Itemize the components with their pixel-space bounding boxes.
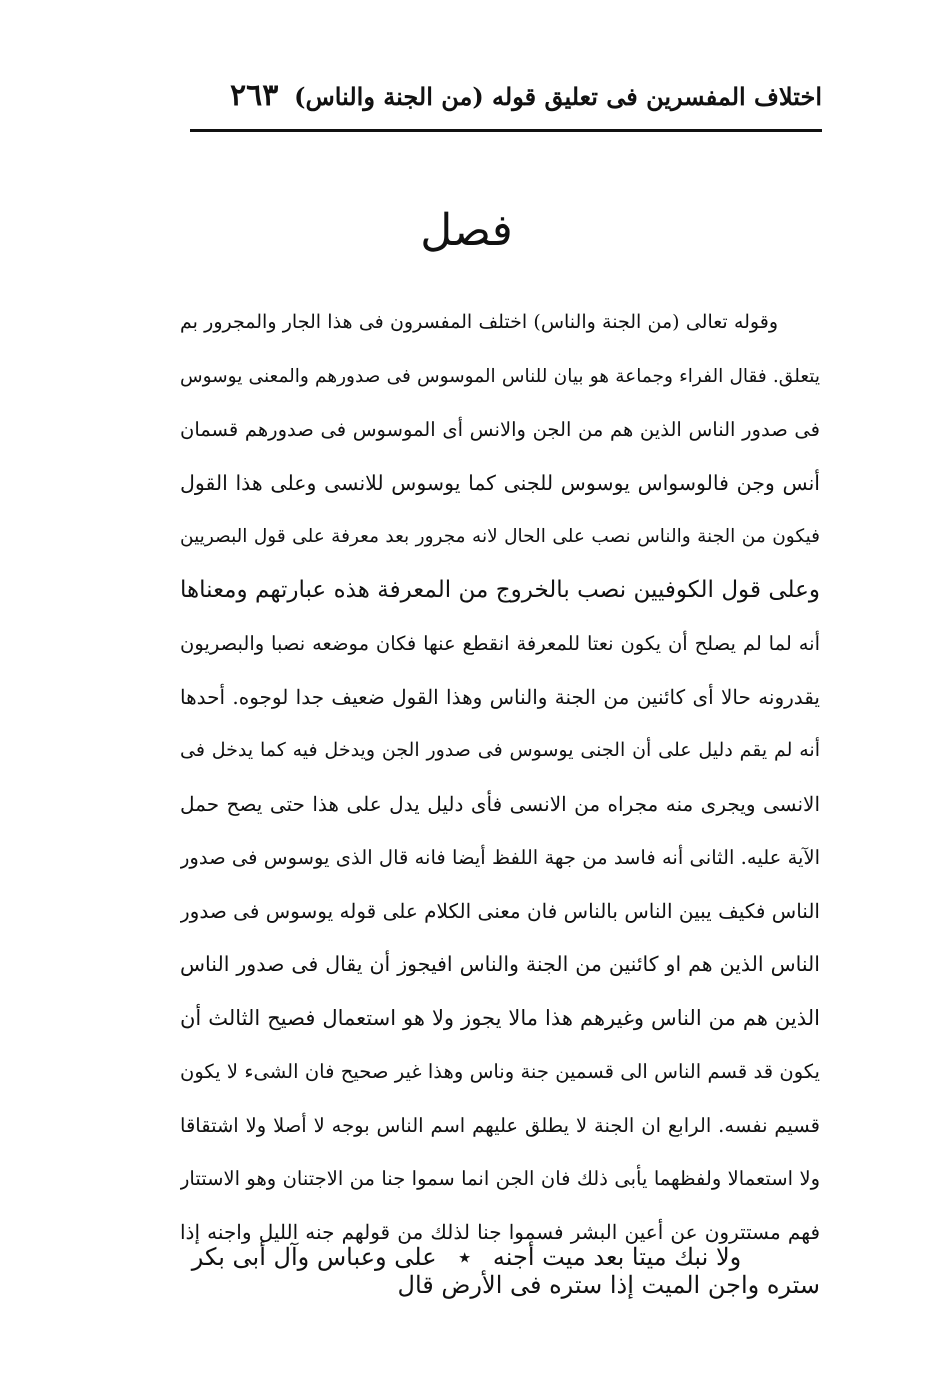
text-line: قسيم نفسه. الرابع ان الجنة لا يطلق عليهم اسم الناس بوجه لا أصلا ولا اشتقاقا [180, 1113, 820, 1137]
text-line: الذين هم من الناس وغيرهم هذا مالا يجوز ولا هو استعمال فصيح الثالث أن [180, 1005, 820, 1030]
running-header [190, 78, 822, 120]
text-line: أنه لما لم يصلح أن يكون نعتا للمعرفة انقطع عنها فكان موضعه نصبا والبصريون [180, 632, 820, 655]
text-line: يكون قد قسم الناس الى قسمين جنة وناس وهذا غير صحيح فان الشىء لا يكون [180, 1060, 820, 1083]
text-line: ولا استعمالا ولفظهما يأبى ذلك فان الجن انما سموا جنا من الاجتنان وهو الاستتار [180, 1167, 820, 1190]
text-line: فهم مستترون عن أعين البشر فسموا جنا لذلك من قولهم جنه الليل واجنه إذا [180, 1219, 820, 1244]
text-line: الانسى ويجرى منه مجراه من الانسى فأى دليل يدل على هذا حتى يصح حمل [180, 791, 820, 816]
text-line: أنه لم يقم دليل على أن الجنى يوسوس فى صدور الجن ويدخل فيه كما يدخل فى [180, 739, 820, 761]
text-line: فى صدور الناس الذين هم من الجن والانس أى الموسوس فى صدورهم قسمان [180, 418, 820, 441]
text-line: يتعلق. فقال الفراء وجماعة هو بيان للناس الموسوس فى صدورهم والمعنى يوسوس [180, 365, 820, 387]
text-line: الآية عليه. الثانى أنه فاسد من جهة اللفظ أيضا فانه قال الذى يوسوس فى صدور [180, 846, 820, 869]
page-number: ٢٦٣ [230, 78, 279, 113]
body-text [180, 296, 820, 1313]
text-line: وقوله تعالى (من الجنة والناس) اختلف المفسرون فى هذا الجار والمجرور بم [180, 311, 778, 333]
section-heading: فصل [420, 205, 513, 256]
verse-separator: ٭ [458, 1243, 472, 1271]
verse-first-hemistich: ولا نبك ميتا بعد ميت أجنه [492, 1243, 742, 1271]
verse-second-hemistich: على وعباس وآل أبى بكر [191, 1243, 437, 1271]
running-header-title: اختلاف المفسرين فى تعليق قوله (من الجنة والناس) [294, 82, 822, 111]
text-line: أنس وجن فالوسواس يوسوس للجنى كما يوسوس للانسى وعلى هذا القول [180, 470, 820, 495]
text-line: وعلى قول الكوفيين نصب بالخروج من المعرفة هذه عبارتهم ومعناها [180, 576, 820, 603]
text-line: ستره واجن الميت إذا ستره فى الأرض قال [397, 1271, 820, 1299]
text-line: فيكون من الجنة والناس نصب على الحال لانه مجرور بعد معرفة على قول البصريين [180, 526, 820, 547]
text-line: يقدرونه حالا أى كائنين من الجنة والناس وهذا القول ضعيف جدا لوجوه. أحدها [180, 684, 820, 709]
text-line: الناس الذين هم او كائنين من الجنة والناس افيجوز أن يقال فى صدور الناس [180, 952, 820, 976]
verse-line [0, 1230, 933, 1284]
header-rule [190, 129, 822, 132]
text-line: الناس فكيف يبين الناس بالناس فان معنى الكلام على قوله يوسوس فى صدور [180, 898, 820, 923]
